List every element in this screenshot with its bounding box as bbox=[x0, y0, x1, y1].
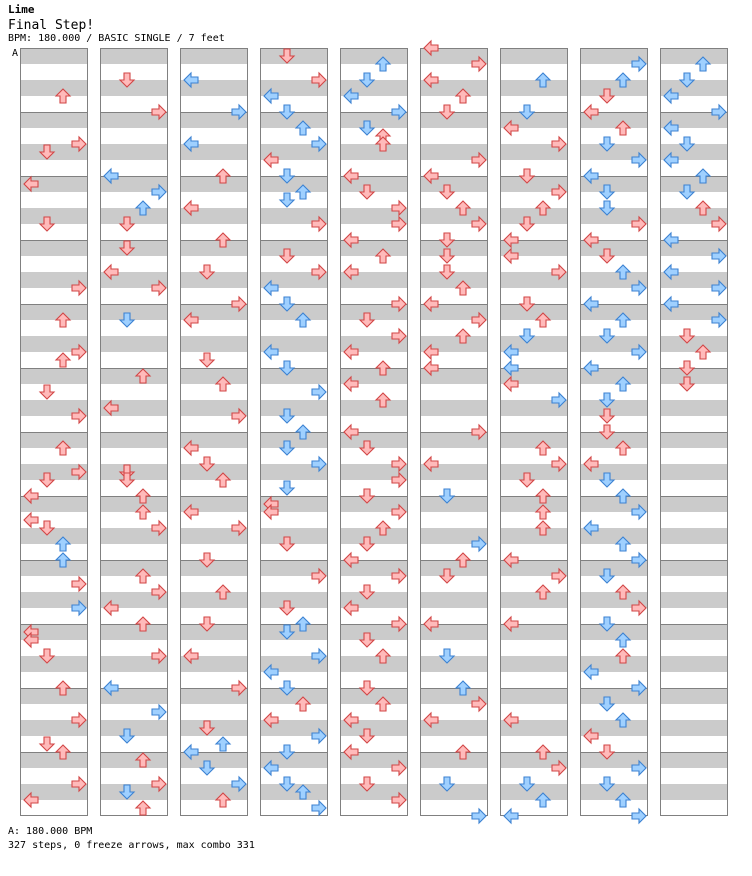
beat-stripe bbox=[260, 112, 328, 128]
beat-stripe bbox=[500, 656, 568, 672]
beat-stripe bbox=[660, 496, 728, 512]
beat-stripe bbox=[500, 80, 568, 96]
beat-stripe bbox=[660, 560, 728, 576]
beat-stripe bbox=[660, 336, 728, 352]
beat-stripe bbox=[500, 784, 568, 800]
beat-stripe bbox=[100, 48, 168, 64]
beat-stripe bbox=[260, 688, 328, 704]
chart-column-1 bbox=[20, 48, 88, 816]
beat-stripe bbox=[20, 560, 88, 576]
beat-stripe bbox=[180, 624, 248, 640]
chart-column-6 bbox=[420, 41, 488, 823]
beat-stripe bbox=[340, 656, 408, 672]
bpm-summary: A: 180.000 BPM bbox=[8, 826, 93, 837]
beat-stripe bbox=[580, 784, 648, 800]
beat-stripe bbox=[20, 528, 88, 544]
beat-stripe bbox=[420, 496, 488, 512]
chart-column-9 bbox=[660, 48, 728, 816]
beat-stripe bbox=[660, 48, 728, 64]
chart-column-3 bbox=[180, 48, 248, 816]
beat-stripe bbox=[580, 432, 648, 448]
beat-stripe bbox=[660, 592, 728, 608]
beat-stripe bbox=[660, 368, 728, 384]
beat-stripe bbox=[660, 720, 728, 736]
beat-stripe bbox=[100, 336, 168, 352]
beat-stripe bbox=[500, 528, 568, 544]
bpm-marker: A bbox=[12, 48, 19, 59]
beat-stripe bbox=[660, 464, 728, 480]
beat-stripe bbox=[180, 336, 248, 352]
beat-stripe bbox=[20, 752, 88, 768]
beat-stripe bbox=[340, 48, 408, 64]
beat-stripe bbox=[660, 752, 728, 768]
beat-stripe bbox=[260, 304, 328, 320]
beat-stripe bbox=[20, 240, 88, 256]
beat-stripe bbox=[500, 592, 568, 608]
beat-stripe bbox=[580, 624, 648, 640]
beat-stripe bbox=[20, 304, 88, 320]
beat-stripe bbox=[260, 176, 328, 192]
beat-stripe bbox=[660, 624, 728, 640]
beat-stripe bbox=[420, 592, 488, 608]
chart-column-4 bbox=[260, 48, 328, 816]
beat-stripe bbox=[260, 528, 328, 544]
beat-stripe bbox=[100, 496, 168, 512]
beat-stripe bbox=[260, 784, 328, 800]
chart-column-2 bbox=[100, 48, 168, 816]
beat-stripe bbox=[180, 592, 248, 608]
beat-stripe bbox=[500, 208, 568, 224]
beat-stripe bbox=[100, 752, 168, 768]
chart-column-8 bbox=[580, 48, 648, 823]
beat-stripe bbox=[660, 176, 728, 192]
beat-stripe bbox=[500, 688, 568, 704]
beat-stripe bbox=[180, 272, 248, 288]
beat-stripe bbox=[660, 656, 728, 672]
beat-stripe bbox=[180, 464, 248, 480]
beat-stripe bbox=[340, 144, 408, 160]
beat-stripe bbox=[20, 208, 88, 224]
beat-stripe bbox=[420, 784, 488, 800]
beat-stripe bbox=[500, 496, 568, 512]
beat-stripe bbox=[420, 400, 488, 416]
beat-stripe bbox=[20, 48, 88, 64]
beat-stripe bbox=[20, 80, 88, 96]
beat-stripe bbox=[100, 720, 168, 736]
beat-stripe bbox=[500, 48, 568, 64]
beat-stripe bbox=[420, 112, 488, 128]
beat-stripe bbox=[660, 528, 728, 544]
beat-stripe bbox=[180, 368, 248, 384]
beat-stripe bbox=[420, 240, 488, 256]
beat-stripe bbox=[260, 240, 328, 256]
beat-stripe bbox=[660, 432, 728, 448]
beat-stripe bbox=[500, 304, 568, 320]
artist-name: Lime bbox=[8, 3, 35, 16]
beat-stripe bbox=[20, 368, 88, 384]
beat-stripe bbox=[420, 656, 488, 672]
beat-stripe bbox=[660, 400, 728, 416]
beat-stripe bbox=[340, 688, 408, 704]
beat-stripe bbox=[20, 432, 88, 448]
beat-stripe bbox=[100, 368, 168, 384]
chart-footer bbox=[8, 825, 255, 853]
beat-stripe bbox=[580, 400, 648, 416]
beat-stripe bbox=[100, 432, 168, 448]
beat-stripe bbox=[260, 368, 328, 384]
beat-stripe bbox=[260, 592, 328, 608]
beat-stripe bbox=[420, 272, 488, 288]
beat-stripe bbox=[180, 560, 248, 576]
song-title: Final Step! bbox=[8, 18, 95, 33]
beat-stripe bbox=[100, 560, 168, 576]
beat-stripe bbox=[180, 240, 248, 256]
chart-column-5 bbox=[340, 48, 408, 816]
beat-stripe bbox=[660, 784, 728, 800]
beat-stripe bbox=[340, 528, 408, 544]
beat-stripe bbox=[260, 400, 328, 416]
beat-stripe bbox=[420, 560, 488, 576]
beat-stripe bbox=[100, 208, 168, 224]
beat-stripe bbox=[260, 432, 328, 448]
beat-stripe bbox=[20, 688, 88, 704]
beat-stripe bbox=[180, 48, 248, 64]
beat-stripe bbox=[580, 80, 648, 96]
beat-stripe bbox=[20, 656, 88, 672]
beat-stripe bbox=[100, 80, 168, 96]
beat-stripe bbox=[340, 400, 408, 416]
beat-stripe bbox=[20, 112, 88, 128]
chart-column-7 bbox=[500, 48, 568, 823]
step-stats: 327 steps, 0 freeze arrows, max combo 331 bbox=[8, 840, 255, 851]
beat-stripe bbox=[100, 624, 168, 640]
beat-stripe bbox=[100, 144, 168, 160]
beat-stripe bbox=[500, 432, 568, 448]
beat-stripe bbox=[660, 688, 728, 704]
chart-info: BPM: 180.000 / BASIC SINGLE / 7 feet bbox=[8, 33, 225, 44]
beat-stripe bbox=[180, 176, 248, 192]
beat-stripe bbox=[100, 304, 168, 320]
beat-stripe bbox=[420, 752, 488, 768]
